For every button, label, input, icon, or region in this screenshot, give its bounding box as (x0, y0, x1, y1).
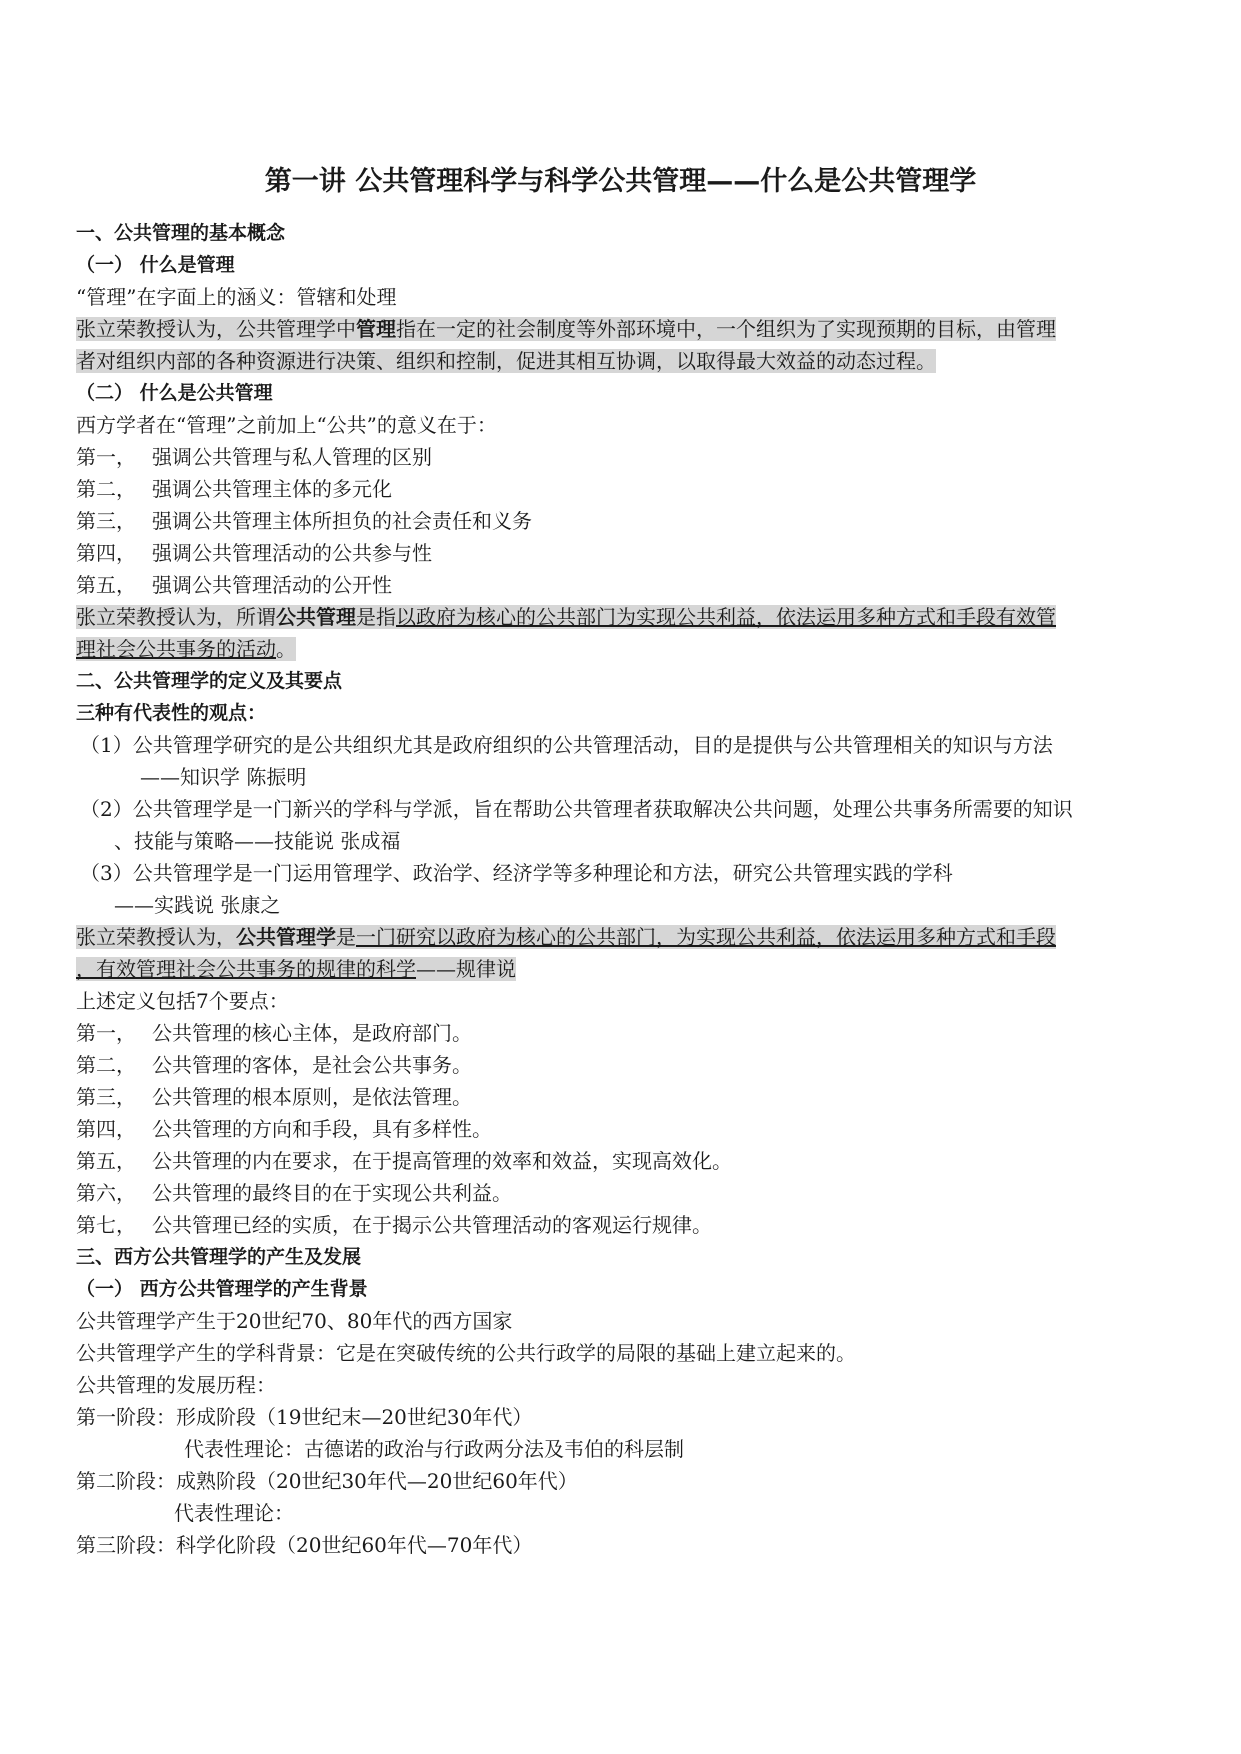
bold-term: 管理 (356, 317, 396, 341)
highlighted-text: 张立荣教授认为， (76, 925, 236, 949)
definition-public-management-line-2 (76, 634, 296, 664)
stage-3: 第三阶段：科学化阶段（20世纪60年代—70年代） (76, 1533, 533, 1557)
paragraph-history: 公共管理的发展历程： (76, 1373, 276, 1397)
list-item (76, 1178, 512, 1208)
section-heading-2: 二、公共管理学的定义及其要点 (76, 670, 343, 692)
list-item (76, 570, 392, 600)
highlighted-text: 指在一定的社会制度等外部环境中，一个组织为了实现预期的目标，由管理 (396, 317, 1056, 341)
list-item (76, 442, 432, 472)
list-text: 公共管理的方向和手段，具有多样性。 (152, 1117, 492, 1141)
list-text: 强调公共管理主体所担负的社会责任和义务 (152, 509, 532, 533)
highlighted-text: 张立荣教授认为，公共管理学中 (76, 317, 356, 341)
stage-2: 第二阶段：成熟阶段（20世纪30年代—20世纪60年代） (76, 1469, 578, 1493)
list-item (76, 1114, 492, 1144)
section-heading-3: 三、西方公共管理学的产生及发展 (76, 1246, 362, 1268)
highlighted-text: 张立荣教授认为，所谓 (76, 605, 276, 629)
stage-1: 第一阶段：形成阶段（19世纪末—20世纪30年代） (76, 1405, 533, 1429)
subsection-heading-3-1: （一） 西方公共管理学的产生背景 (76, 1278, 368, 1300)
underlined-text: ，有效管理社会公共事务的规律的科学 (76, 957, 416, 981)
definition-public-management-line-1 (76, 602, 1056, 632)
definition-management-line-1 (76, 314, 1056, 344)
viewpoint-2-line-1: （2）公共管理学是一门新兴的学科与学派，旨在帮助公共管理者获取解决公共问题，处理公共事务所需要的知识 (80, 797, 1073, 821)
definition-discipline-line-1 (76, 922, 1056, 952)
list-item (76, 1050, 472, 1080)
list-ordinal: 第四， (76, 541, 136, 565)
list-ordinal: 第四， (76, 1117, 136, 1141)
list-item (76, 538, 432, 568)
viewpoint-2-line-2: 、技能与策略——技能说 张成福 (114, 829, 401, 853)
highlighted-text: 是指 (356, 605, 396, 629)
list-ordinal: 第三， (76, 509, 136, 533)
highlighted-text: 者对组织内部的各种资源进行决策、组织和控制，促进其相互协调，以取得最大效益的动态过程。 (76, 349, 936, 373)
paragraph-background: 公共管理学产生的学科背景：它是在突破传统的公共行政学的局限的基础上建立起来的。 (76, 1341, 856, 1365)
list-text: 公共管理的核心主体，是政府部门。 (152, 1021, 472, 1045)
underlined-text: 理社会公共事务的活动 (76, 637, 276, 661)
list-text: 强调公共管理活动的公共参与性 (152, 541, 432, 565)
definition-management-line-2 (76, 346, 936, 376)
bold-term: 公共管理 (276, 605, 356, 629)
highlighted-text: ——规律说 (416, 957, 516, 981)
list-item (76, 474, 392, 504)
highlighted-text: 是 (336, 925, 356, 949)
bold-term: 公共管理学 (236, 925, 336, 949)
list-item (76, 1146, 732, 1176)
list-ordinal: 第二， (76, 477, 136, 501)
page-title: 第一讲 公共管理科学与科学公共管理——什么是公共管理学 (264, 166, 977, 197)
list-item (76, 1082, 472, 1112)
list-text: 强调公共管理与私人管理的区别 (152, 445, 432, 469)
viewpoint-3-line-1: （3）公共管理学是一门运用管理学、政治学、经济学等多种理论和方法，研究公共管理实践的学科 (80, 861, 953, 885)
paragraph-seven-points: 上述定义包括7个要点： (76, 989, 289, 1013)
list-item (76, 1018, 472, 1048)
list-text: 强调公共管理主体的多元化 (152, 477, 392, 501)
underlined-text: 以政府为核心的公共部门为实现公共利益，依法运用多种方式和手段有效管 (396, 605, 1056, 629)
list-text: 强调公共管理活动的公开性 (152, 573, 392, 597)
section-heading-1: 一、公共管理的基本概念 (76, 222, 286, 244)
list-item (76, 506, 532, 536)
list-ordinal: 第七， (76, 1213, 136, 1237)
subsection-heading-1-1: （一） 什么是管理 (76, 254, 235, 276)
list-text: 公共管理的最终目的在于实现公共利益。 (152, 1181, 512, 1205)
list-ordinal: 第五， (76, 1149, 136, 1173)
list-text: 公共管理的内在要求，在于提高管理的效率和效益，实现高效化。 (152, 1149, 732, 1173)
underlined-text: 一门研究以政府为核心的公共部门，为实现公共利益，依法运用多种方式和手段 (356, 925, 1056, 949)
list-ordinal: 第二， (76, 1053, 136, 1077)
subsection-heading-2-1: 三种有代表性的观点： (76, 702, 267, 724)
stage-1-theory: 代表性理论：古德诺的政治与行政两分法及韦伯的科层制 (184, 1437, 684, 1461)
viewpoint-3-line-2: ——实践说 张康之 (114, 893, 281, 917)
list-text: 公共管理的客体，是社会公共事务。 (152, 1053, 472, 1077)
stage-2-theory: 代表性理论： (174, 1501, 294, 1525)
list-ordinal: 第五， (76, 573, 136, 597)
list-item (76, 1210, 712, 1240)
list-text: 公共管理的根本原则，是依法管理。 (152, 1085, 472, 1109)
definition-discipline-line-2 (76, 954, 516, 984)
subsection-heading-1-2: （二） 什么是公共管理 (76, 382, 273, 404)
list-ordinal: 第一， (76, 1021, 136, 1045)
viewpoint-1-line-2: ——知识学 陈振明 (140, 765, 307, 789)
list-text: 公共管理已经的实质，在于揭示公共管理活动的客观运行规律。 (152, 1213, 712, 1237)
highlighted-text: 。 (276, 637, 296, 661)
paragraph-intro-public: 西方学者在“管理”之前加上“公共”的意义在于： (76, 413, 497, 437)
list-ordinal: 第一， (76, 445, 136, 469)
list-ordinal: 第六， (76, 1181, 136, 1205)
paragraph-literal-meaning: “管理”在字面上的涵义：管辖和处理 (76, 285, 397, 309)
paragraph-origin: 公共管理学产生于20世纪70、80年代的西方国家 (76, 1309, 513, 1333)
list-ordinal: 第三， (76, 1085, 136, 1109)
viewpoint-1-line-1: （1）公共管理学研究的是公共组织尤其是政府组织的公共管理活动，目的是提供与公共管理相关的知识与方法 (80, 733, 1053, 757)
